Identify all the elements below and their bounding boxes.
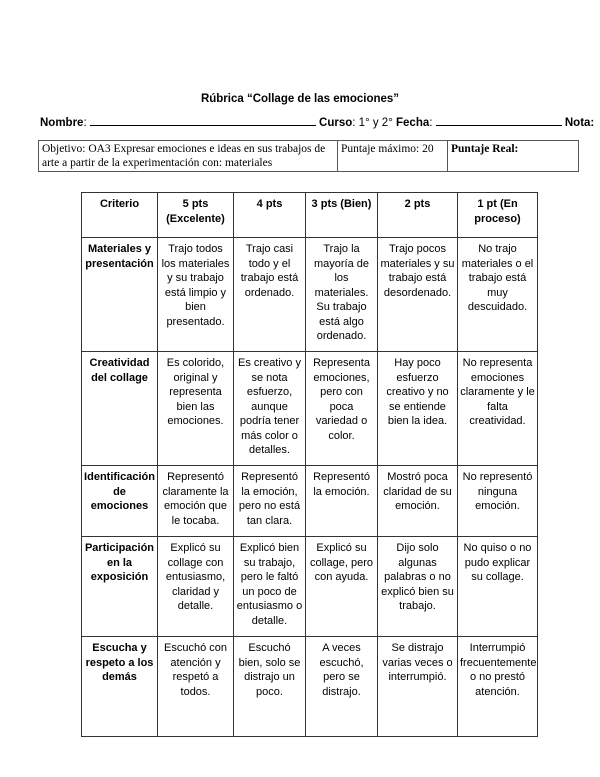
rubric-cell: Mostró poca claridad de su emoción.: [378, 466, 458, 537]
max-score: Puntaje máximo: 20: [338, 141, 448, 172]
nombre-label: Nombre: [40, 117, 84, 129]
rubric-cell: No representó ninguna emoción.: [458, 466, 538, 537]
rubric-cell: Dijo solo algunas palabras o no explicó bien su trabajo.: [378, 537, 458, 637]
rubric-cell: Trajo la mayoría de los materiales. Su trabajo está algo ordenado.: [306, 238, 378, 352]
rubric-cell: Es creativo y se nota esfuerzo, aunque podría tener más color o detalles.: [234, 352, 306, 466]
rubric-cell: No representa emociones claramente y le falta creatividad.: [458, 352, 538, 466]
curso-value: : 1° y 2°: [352, 117, 393, 129]
rubric-cell: Hay poco esfuerzo creativo y no se entiende bien la idea.: [378, 352, 458, 466]
criterion-cell: Identificación de emociones: [82, 466, 158, 537]
page-title: Rúbrica “Collage de las emociones”: [200, 93, 400, 105]
header-1pt: 1 pt (En proceso): [458, 193, 538, 238]
objective-table: [38, 140, 579, 172]
rubric-cell: Trajo casi todo y el trabajo está ordenado.: [234, 238, 306, 352]
rubric-cell: Trajo todos los materiales y su trabajo está limpio y bien presentado.: [158, 238, 234, 352]
rubric-cell: No trajo materiales o el trabajo está muy descuidado.: [458, 238, 538, 352]
header-3pts: 3 pts (Bien): [306, 193, 378, 238]
table-row: [82, 637, 538, 737]
criterion-cell: Participación en la exposición: [82, 537, 158, 637]
table-row: [82, 537, 538, 637]
rubric-cell: Es colorido, original y representa bien las emociones.: [158, 352, 234, 466]
rubric-cell: Representa emociones, pero con poca variedad o color.: [306, 352, 378, 466]
rubric-table: [81, 192, 538, 737]
nombre-blank[interactable]: [90, 116, 316, 126]
rubric-cell: Representó la emoción.: [306, 466, 378, 537]
criterion-cell: Creatividad del collage: [82, 352, 158, 466]
criterion-cell: Materiales y presentación: [82, 238, 158, 352]
real-score: Puntaje Real:: [448, 141, 579, 172]
header-5pts: 5 pts (Excelente): [158, 193, 234, 238]
header-4pts: 4 pts: [234, 193, 306, 238]
rubric-cell: Escuchó bien, solo se distrajo un poco.: [234, 637, 306, 737]
rubric-cell: Representó claramente la emoción que le tocaba.: [158, 466, 234, 537]
rubric-cell: No quiso o no pudo explicar su collage.: [458, 537, 538, 637]
nota-label: Nota:: [564, 117, 595, 129]
rubric-cell: Interrumpió frecuentemente o no prestó atención.: [458, 637, 538, 737]
rubric-cell: Se distrajo varias veces o interrumpió.: [378, 637, 458, 737]
rubric-cell: Explicó bien su trabajo, pero le faltó un poco de entusiasmo o detalle.: [234, 537, 306, 637]
table-row: [82, 466, 538, 537]
rubric-cell: A veces escuchó, pero se distrajo.: [306, 637, 378, 737]
rubric-cell: Trajo pocos materiales y su trabajo está desordenado.: [378, 238, 458, 352]
rubric-header-row: [82, 193, 538, 238]
rubric-cell: Explicó su collage con entusiasmo, claridad y detalle.: [158, 537, 234, 637]
criterion-cell: Escucha y respeto a los demás: [82, 637, 158, 737]
header-2pts: 2 pts: [378, 193, 458, 238]
header-criterio: Criterio: [82, 193, 158, 238]
table-row: [82, 238, 538, 352]
curso-label: Curso: [319, 117, 353, 129]
rubric-cell: Escuchó con atención y respetó a todos.: [158, 637, 234, 737]
fecha-label: Fecha: [396, 117, 430, 129]
rubric-cell: Explicó su collage, pero con ayuda.: [306, 537, 378, 637]
table-row: [82, 352, 538, 466]
student-info-line: Nombre: Curso: 1° y 2° Fecha: Nota:: [40, 117, 595, 129]
fecha-blank[interactable]: [436, 116, 562, 126]
rubric-cell: Representó la emoción, pero no está tan clara.: [234, 466, 306, 537]
objective-text: Objetivo: OA3 Expresar emociones e ideas en sus trabajos de arte a partir de la experimentación con: materiales: [39, 141, 338, 172]
